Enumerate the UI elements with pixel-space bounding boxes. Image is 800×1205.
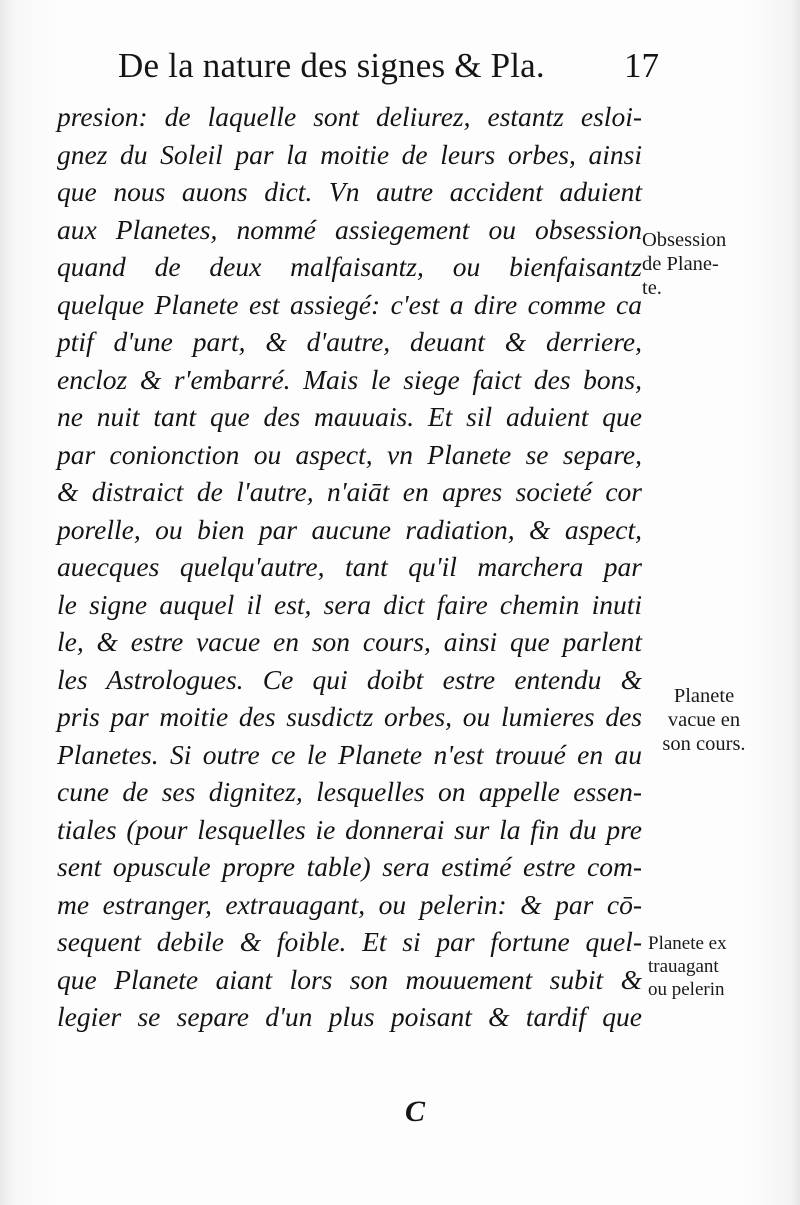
text-line: porelle, ou bien par aucune radiation, & aspect, [57,513,642,545]
text-line: sequent debile & foible. Et si par fortune quel- [57,926,642,957]
text-line: que nous auons dict. Vn autre accident aduient [57,176,642,207]
text-line: me estranger, extrauagant, ou pelerin: & par cō- [57,888,642,920]
text-line: par conionction ou aspect, vn Planete se separe, [57,438,642,470]
margin-note-obsession [642,228,800,300]
text-line: & distraict de l'autre, n'aiāt en apres societé cor [57,476,642,507]
page-header [0,38,800,88]
text-line: les Astrologues. Ce qui doibt estre entendu & [57,663,642,695]
margin-note-line: Planete ex [648,933,727,954]
margin-note-line: te. [642,277,662,299]
text-line: quand de deux malfaisantz, ou bienfaisantz [57,251,642,282]
margin-note-line: son cours. [662,733,746,755]
margin-note-line: Obsession [642,229,727,251]
text-line: legier se separe d'un plus poisant & tardif que [57,1001,642,1032]
body-text [57,98,642,1036]
margin-note-planete-extrauagant [648,932,800,1001]
catchword-signature: C [404,1095,425,1128]
text-line: que Planete aiant lors son mouuement subit & [57,963,642,995]
text-line: cune de ses dignitez, lesquelles on appelle essen- [57,776,642,807]
text-line: quelque Planete est assiegé: c'est a dire comme ca [57,288,642,320]
text-line: ne nuit tant que des mauuais. Et sil aduient que [57,401,642,432]
text-line: auecques quelqu'autre, tant qu'il marchera par [57,551,642,582]
margin-note-line: ou pelerin [648,979,725,1000]
text-line: ptif d'une part, & d'autre, deuant & derriere, [57,326,642,357]
margin-note-line: trauagant [648,956,719,977]
page-number: 17 [624,46,659,85]
margin-note-line: de Plane- [642,253,719,275]
running-head: De la nature des signes & Pla. [118,46,545,85]
text-line: le signe auquel il est, sera dict faire chemin inuti [57,588,642,620]
margin-note-line: vacue en [667,709,741,731]
text-line: Planetes. Si outre ce le Planete n'est trouué en au [57,738,642,770]
text-line: gnez du Soleil par la moitie de leurs orbes, ainsi [57,138,642,170]
text-line: pris par moitie des susdictz orbes, ou lumieres des [57,701,642,732]
margin-note-line: Planete [673,685,735,707]
text-line: le, & estre vacue en son cours, ainsi que parlent [57,626,642,657]
margin-note-planete-vacue [644,684,764,756]
text-line: presion: de laquelle sont deliurez, estantz esloi- [57,101,642,132]
text-line: tiales (pour lesquelles ie donnerai sur la fin du pre [57,813,642,845]
text-line: aux Planetes, nommé assiegement ou obsession [57,213,642,245]
text-line: sent opuscule propre table) sera estimé estre com- [57,851,642,882]
text-line: encloz & r'embarré. Mais le siege faict des bons, [57,363,642,395]
